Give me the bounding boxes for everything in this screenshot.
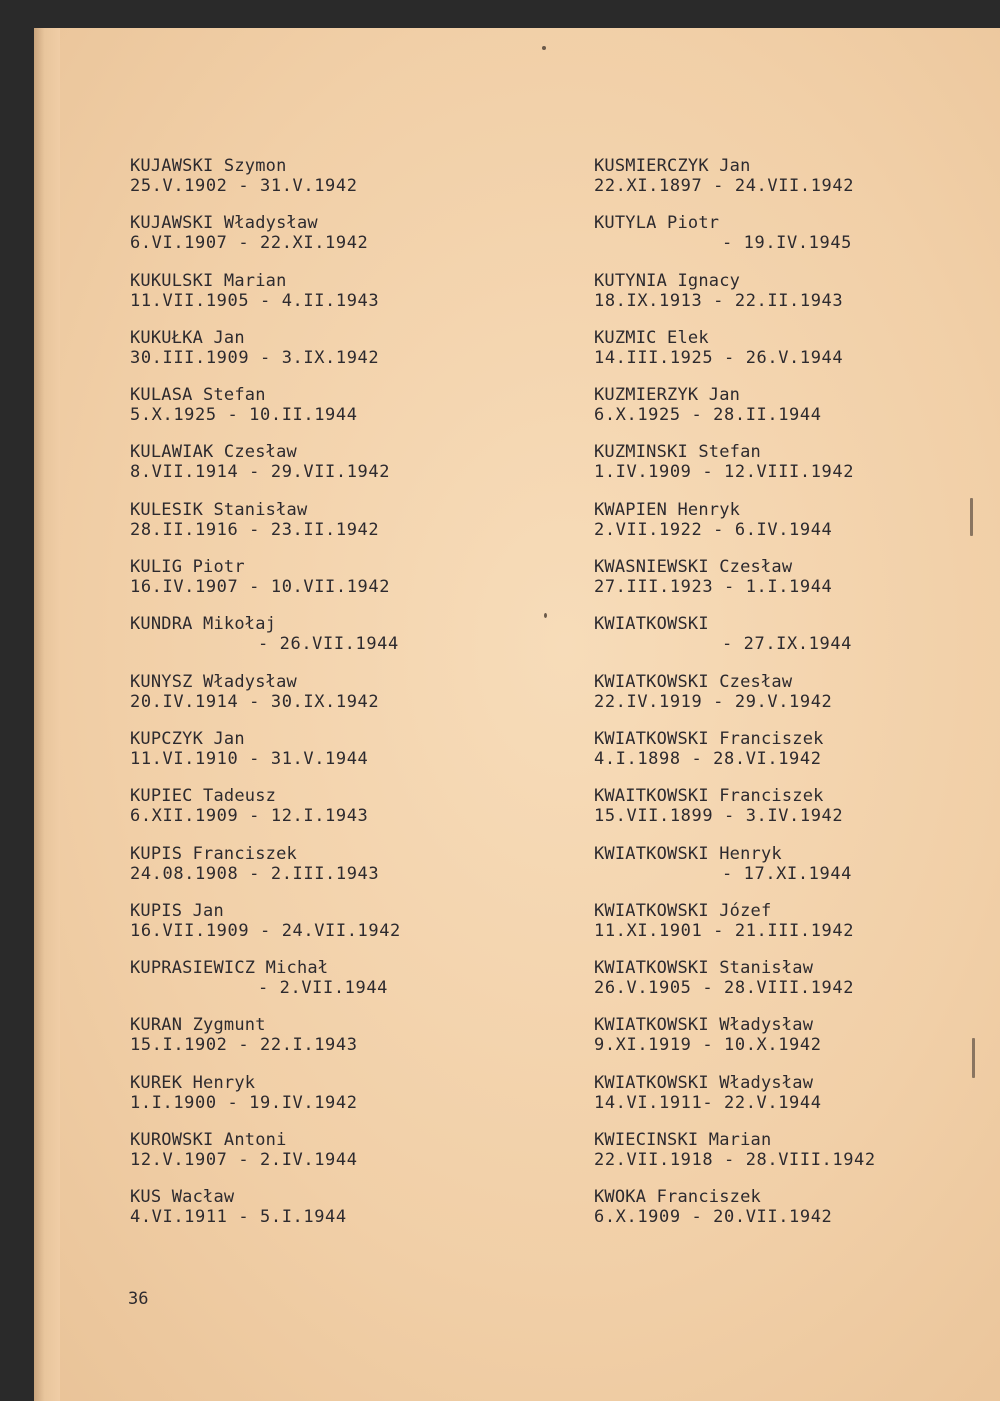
entry-name: KWIECINSKI Marian [594,1130,772,1151]
entry-dates: - 19.IV.1945 [722,233,853,254]
entry-name: KUJAWSKI Władysław [130,213,318,234]
list-item [130,948,530,1005]
list-item [130,719,530,776]
list-item [130,1120,530,1177]
entry-dates: 11.VII.1905 - 4.II.1943 [130,290,380,311]
list-item [130,662,530,719]
entry-dates: 16.VII.1909 - 24.VII.1942 [130,920,401,941]
right-column [594,146,994,1235]
list-item [130,261,530,318]
entry-name: KUTYNIA Ignacy [594,270,741,291]
entry-dates: 6.VI.1907 - 22.XI.1942 [130,233,369,254]
list-item [130,1005,530,1062]
list-item [594,948,994,1005]
entry-dates: 26.V.1905 - 28.VIII.1942 [594,978,855,999]
entry-dates: - 26.VII.1944 [258,634,399,655]
entry-dates: 14.VI.1911- 22.V.1944 [594,1092,822,1113]
entry-name: KULAWIAK Czesław [130,442,297,463]
entry-dates: 9.XI.1919 - 10.X.1942 [594,1035,822,1056]
entry-name: KULESIK Stanisław [130,499,308,520]
list-item [130,891,530,948]
entry-name: KUJAWSKI Szymon [130,156,287,176]
entry-dates: 2.VII.1922 - 6.IV.1944 [594,519,833,540]
entry-name: KUTYLA Piotr [594,213,720,234]
list-item [130,490,530,547]
entry-name: KUZMIC Elek [594,327,709,348]
page-binding-edge [34,28,60,1401]
entry-name: KUPCZYK Jan [130,728,245,749]
list-item [594,776,994,833]
entry-name: KULASA Stefan [130,385,266,406]
list-item [130,375,530,432]
left-column [130,146,530,1235]
list-item [594,719,994,776]
entry-name: KWIATKOWSKI Czesław [594,671,793,692]
entry-dates: 11.VI.1910 - 31.V.1944 [130,748,369,769]
entry-dates: 18.IX.1913 - 22.II.1943 [594,290,844,311]
list-item [130,1177,530,1234]
list-item [594,834,994,891]
entry-name: KWIATKOWSKI Władysław [594,1015,814,1036]
list-item [130,1063,530,1120]
entry-dates: 27.III.1923 - 1.I.1944 [594,577,833,598]
entry-dates: 22.IV.1919 - 29.V.1942 [594,691,833,712]
entry-dates: 22.VII.1918 - 28.VIII.1942 [594,1150,876,1171]
entry-name: KUPIEC Tadeusz [130,786,277,807]
entry-name: KWIATKOWSKI Franciszek [594,728,824,749]
entry-name: KULIG Piotr [130,557,245,578]
entry-name: KWOKA Franciszek [594,1187,761,1208]
entry-name: KWAPIEN Henryk [594,499,741,520]
list-item [594,604,994,661]
page-number: 36 [128,1289,149,1309]
list-item [594,1120,994,1177]
list-item [594,146,994,203]
entry-name: KUPRASIEWICZ Michał [130,958,329,979]
list-item [130,547,530,604]
entry-dates: 22.XI.1897 - 24.VII.1942 [594,176,855,196]
list-item [130,776,530,833]
list-item [594,203,994,260]
entry-dates: - 2.VII.1944 [258,978,389,999]
entry-name: KUPIS Jan [130,900,224,921]
entry-name: KUREK Henryk [130,1072,256,1093]
list-item [594,1005,994,1062]
entry-name: KWIATKOWSKI Henryk [594,843,782,864]
document-page [34,28,1000,1401]
entry-dates: 28.II.1916 - 23.II.1942 [130,519,380,540]
entry-dates: 12.V.1907 - 2.IV.1944 [130,1150,358,1171]
entry-name: KUZMIERZYK Jan [594,385,741,406]
entry-dates: 30.III.1909 - 3.IX.1942 [130,347,380,368]
entry-dates: 6.X.1909 - 20.VII.1942 [594,1207,833,1228]
entry-name: KUKUŁKA Jan [130,327,245,348]
entry-dates: 6.X.1925 - 28.II.1944 [594,405,822,426]
entry-name: KUS Wacław [130,1187,235,1208]
entry-name: KUNYSZ Władysław [130,671,297,692]
list-item [594,375,994,432]
entry-dates: 5.X.1925 - 10.II.1944 [130,405,358,426]
entry-dates: 24.08.1908 - 2.III.1943 [130,863,380,884]
list-item [594,318,994,375]
list-item [130,604,530,661]
entry-dates: - 17.XI.1944 [722,863,853,884]
entry-dates: 8.VII.1914 - 29.VII.1942 [130,462,391,483]
list-item [594,432,994,489]
entry-name: KWAITKOWSKI Franciszek [594,786,824,807]
entry-name: KUNDRA Mikołaj [130,614,277,635]
entry-name: KWIATKOWSKI [594,614,709,635]
list-item [130,203,530,260]
list-item [594,1177,994,1234]
paper-speck [970,498,973,536]
entry-name: KUPIS Franciszek [130,843,297,864]
entry-dates: 16.IV.1907 - 10.VII.1942 [130,577,391,598]
entry-name: KWIATKOWSKI Władysław [594,1072,814,1093]
paper-speck [544,613,547,618]
entry-name: KWASNIEWSKI Czesław [594,557,793,578]
entry-dates: 14.III.1925 - 26.V.1944 [594,347,844,368]
entry-name: KUROWSKI Antoni [130,1130,287,1151]
paper-speck [542,46,546,50]
entry-dates: 4.VI.1911 - 5.I.1944 [130,1207,347,1228]
list-item [594,1063,994,1120]
list-item [130,834,530,891]
entry-dates: 15.I.1902 - 22.I.1943 [130,1035,358,1056]
entry-dates: 4.I.1898 - 28.VI.1942 [594,748,822,769]
paper-speck [972,1038,975,1078]
list-item [594,261,994,318]
entry-dates: 11.XI.1901 - 21.III.1942 [594,920,855,941]
list-item [130,318,530,375]
list-item [594,547,994,604]
list-item [594,662,994,719]
list-item [594,490,994,547]
entry-dates: 15.VII.1899 - 3.IV.1942 [594,806,844,827]
entry-name: KUZMINSKI Stefan [594,442,761,463]
list-item [130,146,530,203]
entry-name: KWIATKOWSKI Józef [594,900,772,921]
entry-name: KUKULSKI Marian [130,270,287,291]
entry-name: KUSMIERCZYK Jan [594,156,751,176]
list-item [594,891,994,948]
list-item [130,432,530,489]
entry-name: KURAN Zygmunt [130,1015,266,1036]
entry-dates: 20.IV.1914 - 30.IX.1942 [130,691,380,712]
entry-dates: 6.XII.1909 - 12.I.1943 [130,806,369,827]
entry-dates: 1.IV.1909 - 12.VIII.1942 [594,462,855,483]
entry-dates: 25.V.1902 - 31.V.1942 [130,176,358,196]
entry-dates: - 27.IX.1944 [722,634,853,655]
entry-name: KWIATKOWSKI Stanisław [594,958,814,979]
entry-dates: 1.I.1900 - 19.IV.1942 [130,1092,358,1113]
